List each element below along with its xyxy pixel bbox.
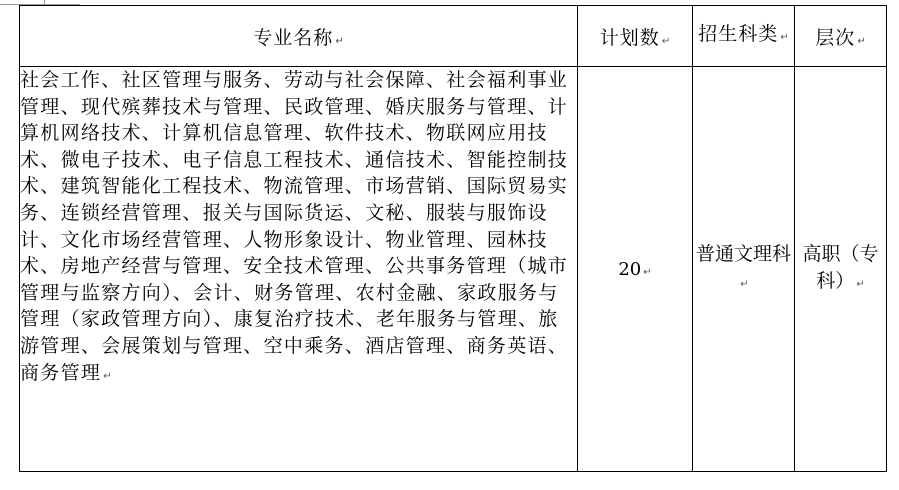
paragraph-mark-icon: ↵ <box>643 266 652 278</box>
majors-cell <box>20 67 578 472</box>
paragraph-mark-icon: ↵ <box>780 32 789 43</box>
header-level-text: 层次 <box>815 26 856 49</box>
paragraph-mark-icon: ↵ <box>856 278 865 290</box>
header-plan-count <box>578 6 693 67</box>
paragraph-mark-icon: ↵ <box>740 278 749 290</box>
level-cell <box>795 67 887 472</box>
header-category-text: 招生科类 <box>698 23 779 45</box>
category-value: 普通文理科 <box>695 242 791 265</box>
majors-list-text: 社会工作、社区管理与服务、劳动与社会保障、社会福利事业管理、现代殡葬技术与管理、民政管理、婚庆服务与管理、计算机网络技术、计算机信息管理、软件技术、物联网应用技术、微电子技术、电子信息工程技术、通信技术、智能控制技术、建筑智能化工程技术、物流管理、市场营销、国际贸易实务、连锁经营管理、报关与国际货运、文秘、服装与服饰设计、文化市场经营管理、人物形象设计、物业管理、园林技术、房地产经营与管理、安全技术管理、公共事务管理（城市管理与监察方向）、会计、财务管理、农村金融、家政服务与管理（家政管理方向）、康复治疗技术、老年服务与管理、旅游管理、会展策划与管理、空中乘务、酒店管理、商务英语、商务管理 <box>20 69 569 384</box>
paragraph-mark-icon: ↵ <box>857 35 866 47</box>
plan-count-cell <box>578 67 693 472</box>
level-value: 高职（专科） <box>802 242 879 292</box>
header-plan-count-text: 计划数 <box>599 26 660 49</box>
paragraph-mark-icon: ↵ <box>103 370 113 382</box>
header-major-name-text: 专业名称 <box>253 26 334 49</box>
paragraph-mark-icon: ↵ <box>335 35 344 47</box>
category-cell <box>693 67 795 472</box>
header-major-name <box>20 6 578 67</box>
table-row <box>20 67 887 472</box>
enrollment-plan-table <box>19 5 887 472</box>
plan-count-value: 20 <box>618 258 642 280</box>
paragraph-mark-icon: ↵ <box>661 35 671 47</box>
header-level <box>795 6 887 67</box>
header-row <box>20 6 887 67</box>
header-category <box>693 6 795 67</box>
